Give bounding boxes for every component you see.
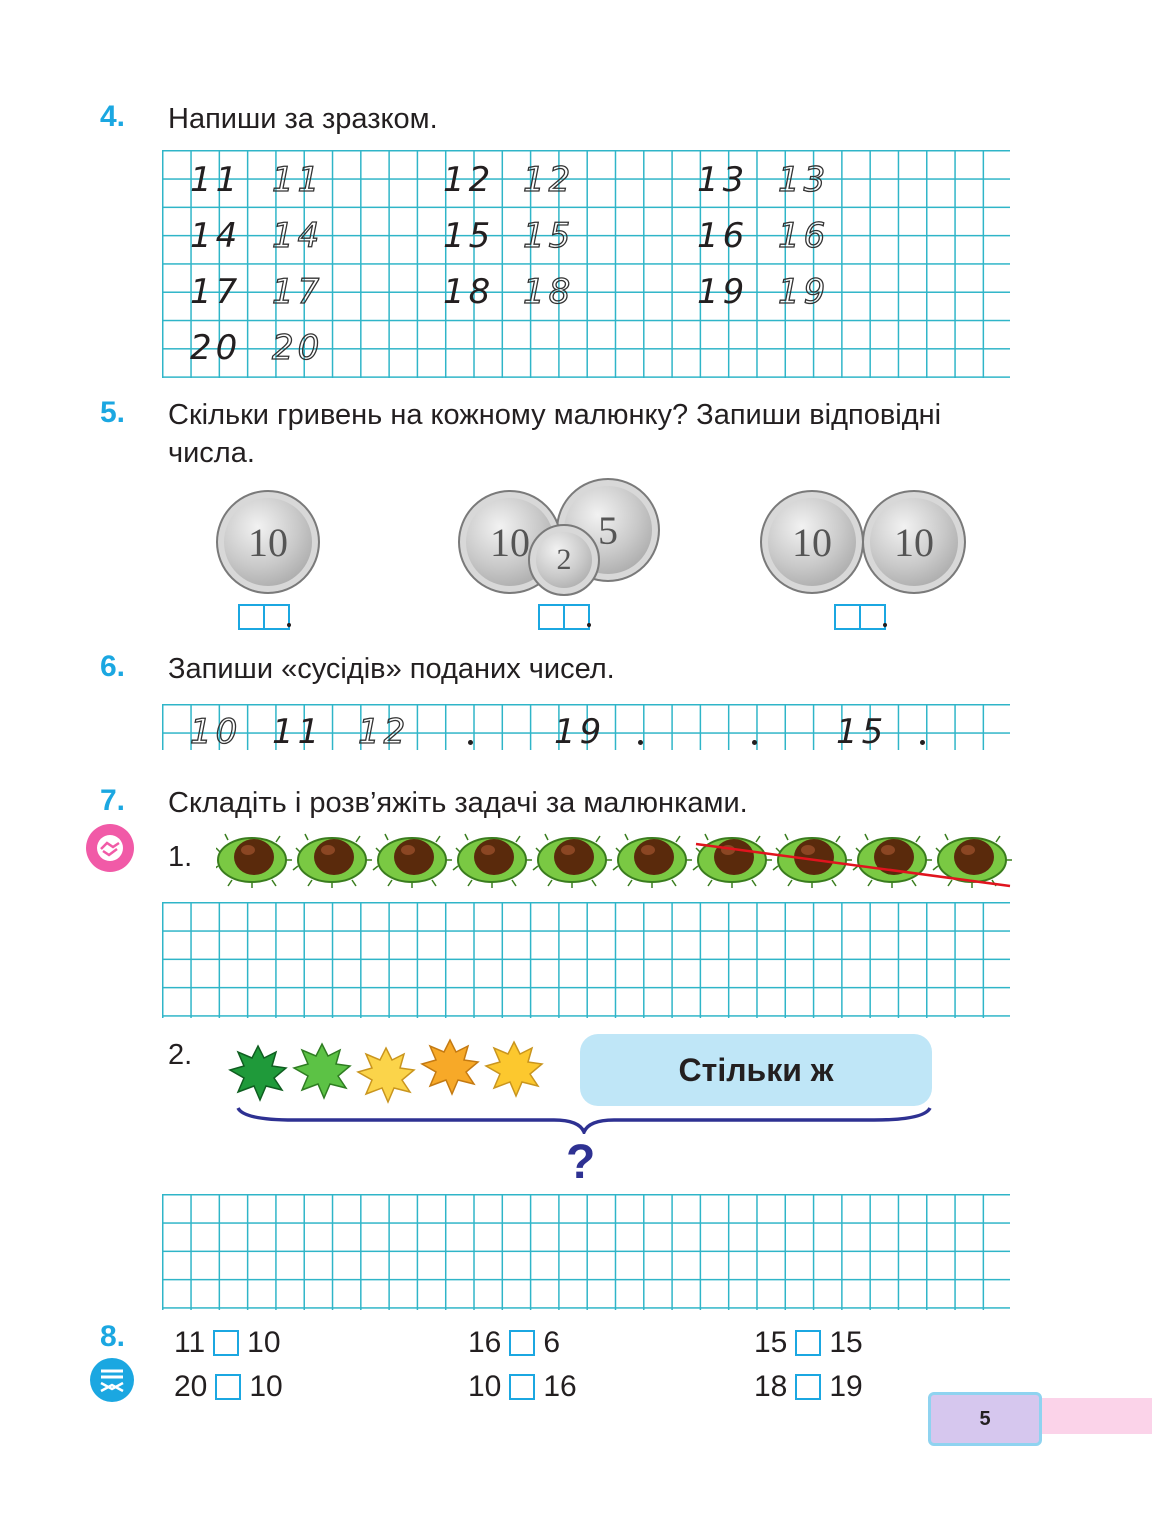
coin-5: 5 — [556, 478, 660, 582]
sample-number: 14 — [190, 216, 242, 256]
chestnut — [293, 834, 372, 888]
coin-10: 10 — [760, 490, 864, 594]
sample-number: 11 — [190, 160, 242, 200]
subtask-1-label: 1. — [168, 841, 193, 873]
given-number: 11 — [272, 712, 324, 752]
compare-box[interactable] — [795, 1374, 821, 1400]
trace-number: 19 — [778, 272, 830, 312]
leaf — [294, 1044, 350, 1098]
compare-item: 18 19 — [754, 1370, 863, 1403]
chestnut — [853, 834, 932, 888]
sample-number: 13 — [697, 160, 749, 200]
page-number: 5 — [928, 1392, 1042, 1446]
sample-number: 16 — [697, 216, 749, 256]
trace-number: 14 — [272, 216, 324, 256]
chestnut — [693, 834, 772, 888]
compare-item: 10 16 — [468, 1370, 577, 1403]
sample-number: 12 — [443, 160, 495, 200]
subtask-2-label: 2. — [168, 1039, 193, 1071]
coin-2: 2 — [528, 524, 600, 596]
trace-number: 18 — [523, 272, 575, 312]
answer-box[interactable] — [538, 604, 590, 630]
chestnuts-row — [216, 830, 1016, 894]
trace-number: 16 — [778, 216, 830, 256]
trace-number: 12 — [523, 160, 575, 200]
sample-number: 20 — [190, 328, 242, 368]
compare-item: 11 10 — [174, 1326, 281, 1359]
leaves-row — [226, 1036, 556, 1106]
trace-number: 17 — [272, 272, 324, 312]
given-number: 15 — [836, 712, 888, 752]
handshake-icon — [86, 824, 134, 872]
task-5-line1: Скільки гривень на кожному малюнку? Запиши відповідні — [168, 399, 942, 431]
compare-box[interactable] — [509, 1374, 535, 1400]
chestnut — [216, 834, 292, 888]
compare-item: 16 6 — [468, 1326, 561, 1359]
compare-box[interactable] — [213, 1330, 239, 1356]
sample-number: 19 — [697, 272, 749, 312]
dot-marker — [468, 740, 473, 745]
solution-grid-1[interactable] — [162, 902, 1010, 1018]
trace-number: 12 — [358, 712, 410, 752]
chestnut — [533, 834, 612, 888]
task-6-number: 6. — [100, 650, 126, 683]
task-7-number: 7. — [100, 784, 126, 817]
compare-box[interactable] — [795, 1330, 821, 1356]
trace-number: 15 — [523, 216, 575, 256]
task-4-text: Напиши за зразком. — [168, 103, 438, 135]
chestnut — [613, 834, 692, 888]
leaf — [230, 1046, 286, 1100]
task-8-number: 8. — [100, 1320, 126, 1353]
compare-box[interactable] — [215, 1374, 241, 1400]
compare-item: 20 10 — [174, 1370, 283, 1403]
leaf — [422, 1040, 478, 1094]
task-5-line2: числа. — [168, 437, 255, 469]
chestnut — [773, 834, 852, 888]
answer-box[interactable] — [834, 604, 886, 630]
sample-number: 15 — [443, 216, 495, 256]
dot-marker — [638, 740, 643, 745]
compare-box[interactable] — [509, 1330, 535, 1356]
given-number: 19 — [554, 712, 606, 752]
task-5-number: 5. — [100, 396, 126, 429]
chestnut — [373, 834, 452, 888]
trace-number: 13 — [778, 160, 830, 200]
chestnut — [453, 834, 532, 888]
answer-box[interactable] — [238, 604, 290, 630]
trace-number: 10 — [190, 712, 242, 752]
dot-marker — [752, 740, 757, 745]
coin-10: 10 — [216, 490, 320, 594]
question-mark: ? — [566, 1136, 596, 1189]
leaf — [358, 1048, 414, 1102]
task-7-text: Складіть і розв’яжіть задачі за малюнками. — [168, 787, 748, 819]
scissors-icon — [90, 1358, 134, 1402]
solution-grid-2[interactable] — [162, 1194, 1010, 1310]
trace-number: 20 — [272, 328, 324, 368]
coin-10: 10 — [458, 490, 562, 594]
page-footer — [928, 1392, 1152, 1446]
compare-item: 15 15 — [754, 1326, 863, 1359]
dot-marker — [920, 740, 925, 745]
brace — [234, 1104, 934, 1134]
leaf — [486, 1042, 542, 1096]
coin-10: 10 — [862, 490, 966, 594]
task-4-number: 4. — [100, 100, 126, 133]
sample-number: 18 — [443, 272, 495, 312]
trace-number: 11 — [272, 160, 324, 200]
same-amount-bubble: Стільки ж — [580, 1034, 932, 1106]
task-6-text: Запиши «сусідів» поданих чисел. — [168, 653, 615, 685]
sample-number: 17 — [190, 272, 242, 312]
